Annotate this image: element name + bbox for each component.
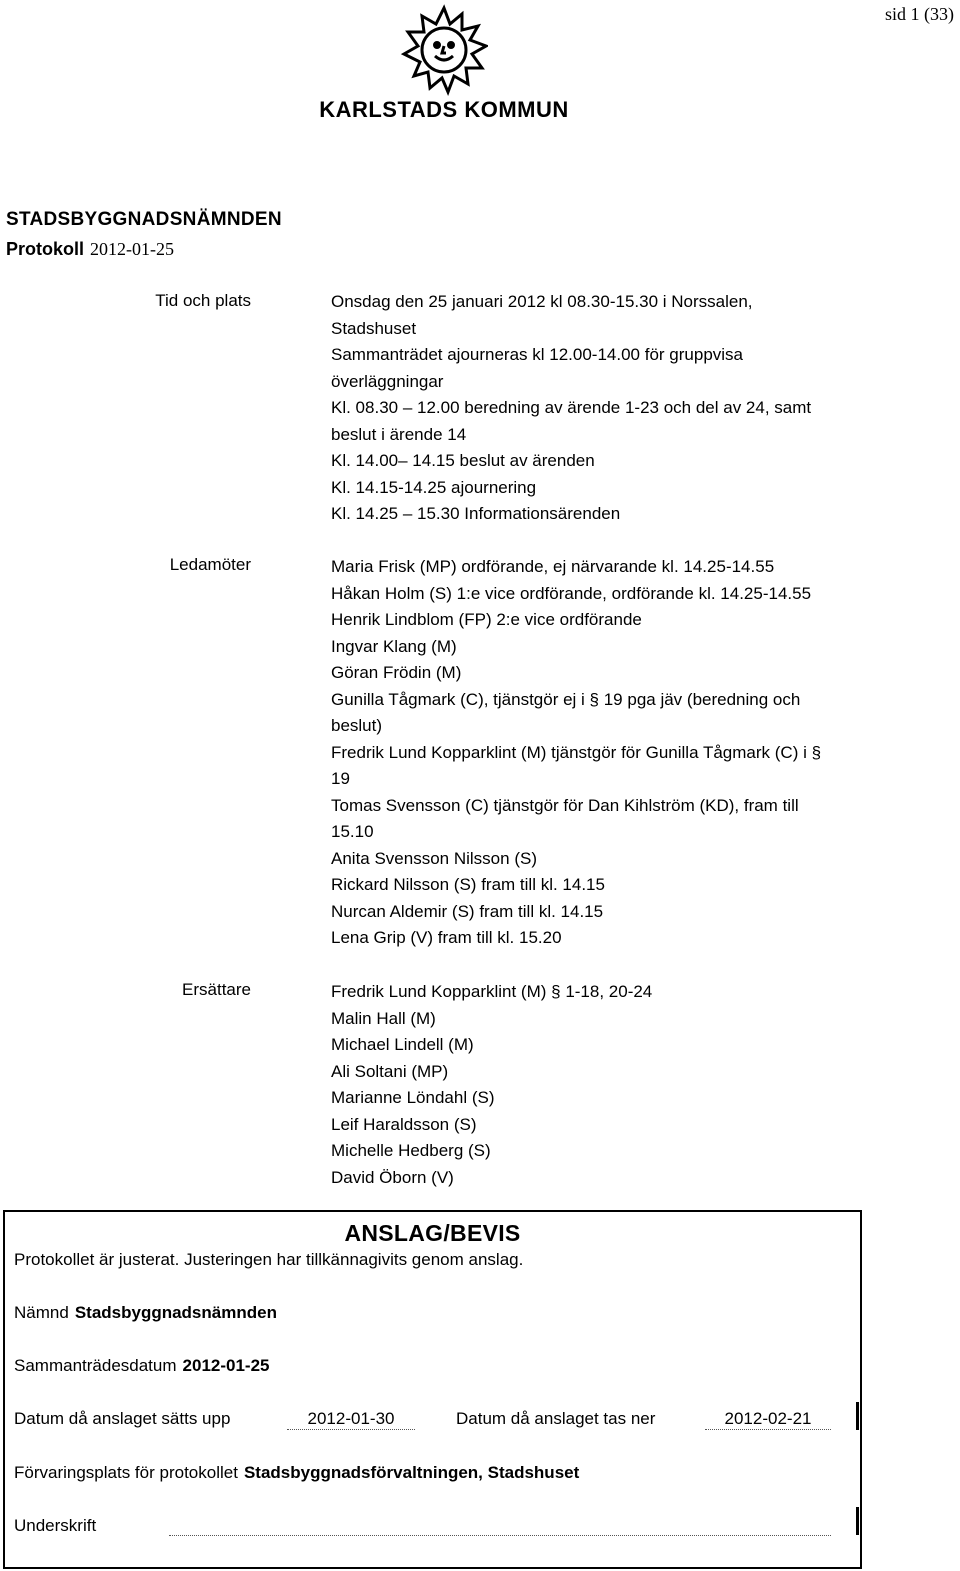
tid-label: Tid och plats — [155, 291, 251, 310]
ersattare-line: Ali Soltani (MP) — [331, 1061, 449, 1081]
protocol-date: 2012-01-25 — [90, 239, 175, 259]
ersattare-line: Malin Hall (M) — [331, 1008, 436, 1028]
tid-line: Onsdag den 25 januari 2012 kl 08.30-15.30 i Norssalen, — [331, 292, 753, 311]
anslag-bevis-box — [3, 1210, 862, 1569]
tid-line: Kl. 14.00– 14.15 beslut av ärenden — [331, 451, 595, 470]
namnd-value: Stadsbyggnadsnämnden — [74, 1303, 277, 1322]
ledamot-line: Nurcan Aldemir (S) fram till kl. 14.15 — [331, 901, 604, 921]
ersattare-line: David Öborn (V) — [331, 1167, 454, 1187]
forvaring-label: Förvaringsplats för protokollet — [14, 1463, 238, 1482]
tid-line: överläggningar — [331, 371, 444, 391]
tid-line: Kl. 14.25 – 15.30 Informationsärenden — [331, 504, 621, 523]
upp-label: Datum då anslaget sätts upp — [14, 1409, 231, 1428]
datum-row — [14, 1356, 270, 1376]
ledamoter-label: Ledamöter — [169, 555, 251, 574]
justerat-text: Protokollet är justerat. Justeringen har tillkännagivits genom anslag. — [14, 1250, 524, 1269]
upp-value: 2012-01-30 — [287, 1409, 415, 1430]
ledamot-line: Rickard Nilsson (S) fram till kl. 14.15 — [331, 875, 605, 894]
namnd-row — [14, 1303, 277, 1323]
bevis-title: ANSLAG/BEVIS — [344, 1220, 521, 1246]
ersattare-label: Ersättare — [182, 980, 251, 999]
ledamot-line: beslut) — [331, 716, 383, 735]
tid-line: beslut i ärende 14 — [331, 424, 467, 444]
ledamot-line: Maria Frisk (MP) ordförande, ej närvarande kl. 14.25-14.55 — [331, 557, 775, 576]
datum-value: 2012-01-25 — [182, 1356, 270, 1375]
datum-label: Sammanträdesdatum — [14, 1356, 177, 1375]
ledamot-line: 15.10 — [331, 822, 374, 841]
forvaring-row — [14, 1463, 579, 1483]
tid-line: Sammanträdet ajourneras kl 12.00-14.00 för gruppvisa — [331, 345, 744, 364]
protocol-label: Protokoll — [6, 239, 85, 259]
ersattare-line: Michael Lindell (M) — [331, 1035, 474, 1054]
tid-lines — [331, 289, 871, 528]
municipality-logo — [318, 4, 570, 126]
ledamot-line: 19 — [331, 769, 350, 788]
ledamot-line: Göran Frödin (M) — [331, 663, 462, 682]
ledamot-line: Lena Grip (V) fram till kl. 15.20 — [331, 928, 562, 947]
ledamot-line: Anita Svensson Nilsson (S) — [331, 848, 537, 868]
ledamot-line: Tomas Svensson (C) tjänstgör för Dan Kihlström (KD), fram till — [331, 795, 799, 815]
ledamot-line: Håkan Holm (S) 1:e vice ordförande, ordförande kl. 14.25-14.55 — [331, 583, 812, 603]
protocol-line — [6, 239, 174, 260]
underskrift-label: Underskrift — [14, 1516, 97, 1535]
tid-line: Stadshuset — [331, 318, 417, 338]
ledamot-line: Fredrik Lund Kopparklint (M) tjänstgör för Gunilla Tågmark (C) i § — [331, 742, 822, 762]
board-title: STADSBYGGNADSNÄMNDEN — [6, 209, 282, 230]
ersattare-line: Michelle Hedberg (S) — [331, 1141, 491, 1160]
forvaring-value: Stadsbyggnadsförvaltningen, Stadshuset — [243, 1463, 580, 1482]
ledamot-line: Gunilla Tågmark (C), tjänstgör ej i § 19 pga jäv (beredning och — [331, 689, 801, 709]
sun-face-icon — [400, 4, 488, 96]
namnd-label: Nämnd — [14, 1303, 69, 1322]
ersattare-line: Leif Haraldsson (S) — [331, 1114, 477, 1134]
ner-label: Datum då anslaget tas ner — [456, 1409, 656, 1428]
ledamot-line: Ingvar Klang (M) — [331, 636, 457, 656]
ersattare-line: Fredrik Lund Kopparklint (M) § 1-18, 20-24 — [331, 982, 653, 1001]
ledamoter-lines — [331, 554, 871, 952]
ner-value: 2012-02-21 — [705, 1409, 831, 1430]
tid-line: Kl. 08.30 – 12.00 beredning av ärende 1-23 och del av 24, samt — [331, 398, 812, 417]
box-edge-mark — [856, 1402, 859, 1430]
tid-line: Kl. 14.15-14.25 ajournering — [331, 477, 537, 497]
page-number: sid 1 (33) — [885, 4, 954, 24]
logo-text: KARLSTADS KOMMUN — [319, 97, 569, 122]
ersattare-lines — [331, 979, 871, 1191]
box-edge-mark — [856, 1507, 859, 1535]
ersattare-line: Marianne Löndahl (S) — [331, 1088, 495, 1107]
ledamot-line: Henrik Lindblom (FP) 2:e vice ordförande — [331, 610, 642, 629]
underskrift-line — [169, 1516, 831, 1536]
